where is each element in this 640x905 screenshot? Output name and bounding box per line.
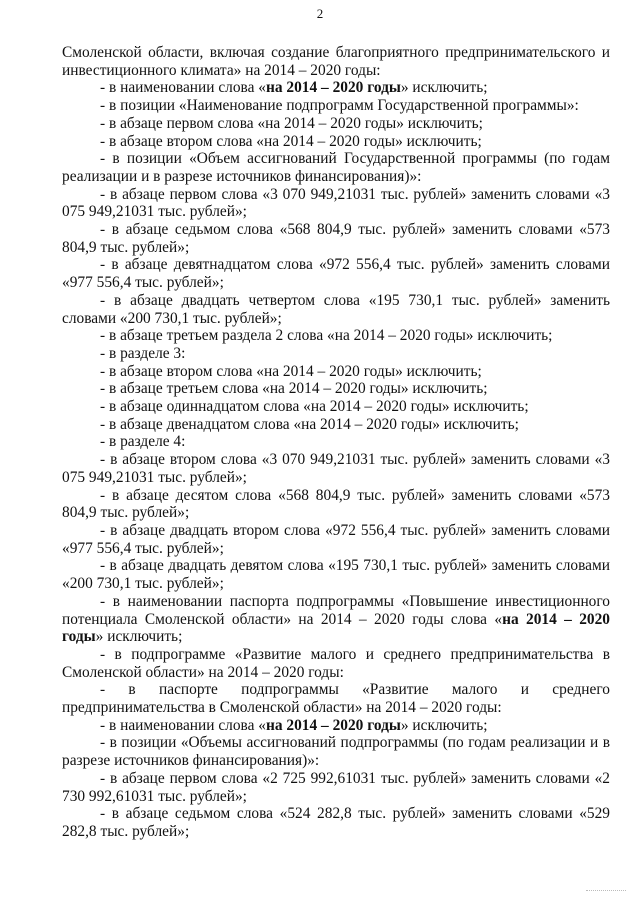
paragraph xyxy=(62,150,610,185)
paragraph xyxy=(62,44,610,79)
text-run: - в абзаце втором слова «на 2014 – 2020 годы» исключить; xyxy=(100,132,482,150)
paragraph xyxy=(62,115,610,133)
bold-text: на 2014 – 2020 годы xyxy=(266,716,401,734)
paragraph xyxy=(62,522,610,557)
bold-text: на 2014 – 2020 годы xyxy=(266,79,401,97)
text-run: - в абзаце двадцать втором слова «972 556,4 тыс. рублей» заменить словами «977 556,4 тыс. рублей»; xyxy=(62,521,610,557)
text-run: - в наименовании слова « xyxy=(100,716,266,734)
text-run: - в абзаце седьмом слова «524 282,8 тыс. рублей» заменить словами «529 282,8 тыс. рублей»; xyxy=(62,805,610,840)
paragraph xyxy=(62,363,610,381)
paragraph xyxy=(62,734,610,769)
paragraph xyxy=(62,380,610,398)
text-run: - в абзаце первом слова «2 725 992,61031 тыс. рублей» заменить словами «2 730 992,61031 тыс. рублей»; xyxy=(62,769,610,805)
bold-text: на 2014 – 2020 годы xyxy=(62,610,610,646)
paragraph xyxy=(62,416,610,434)
paragraph xyxy=(62,221,610,256)
text-run: Смоленской области, включая создание благоприятного предпринимательского и инвестиционного климата» на 2014 – 2020 годы: xyxy=(62,44,610,79)
paragraph xyxy=(62,398,610,416)
text-run: - в позиции «Объем ассигнований Государственной программы (по годам реализации и в разрезе источников финансирования)»: xyxy=(62,150,610,185)
paragraph xyxy=(62,717,610,735)
text-run: » исключить; xyxy=(95,628,183,646)
paragraph xyxy=(62,593,610,646)
text-run: » исключить; xyxy=(400,716,488,734)
text-run: - в позиции «Наименование подпрограмм Государственной программы»: xyxy=(100,97,579,115)
paragraph xyxy=(62,487,610,522)
text-run: - в абзаце двадцать четвертом слова «195 730,1 тыс. рублей» заменить словами «200 730,1 тыс. рублей»; xyxy=(62,291,610,327)
paragraph xyxy=(62,133,610,151)
text-run: - в абзаце одиннадцатом слова «на 2014 – 2020 годы» исключить; xyxy=(100,398,529,416)
text-run: - в подпрограмме «Развитие малого и среднего предпринимательства в Смоленской области» на 2014 – 2020 годы: xyxy=(62,645,610,681)
text-run: - в абзаце первом слова «3 070 949,21031 тыс. рублей» заменить словами «3 075 949,21031 тыс. рублей»; xyxy=(62,185,610,221)
text-run: - в паспорте подпрограммы «Развитие малого и среднего предпринимательства в Смоленской области» на 2014 – 2020 годы: xyxy=(62,681,610,717)
paragraph xyxy=(62,451,610,486)
text-run: - в разделе 3: xyxy=(100,344,186,362)
text-run: - в абзаце втором слова «на 2014 – 2020 годы» исключить; xyxy=(100,362,482,380)
text-run: - в абзаце третьем слова «на 2014 – 2020 годы» исключить; xyxy=(100,380,488,398)
text-run: - в наименовании паспорта подпрограммы «Повышение инвестиционного потенциала Смоленской области» на 2014 – 2020 годы слова « xyxy=(62,592,610,628)
text-run: - в абзаце третьем раздела 2 слова «на 2014 – 2020 годы» исключить; xyxy=(100,327,553,345)
paragraph xyxy=(62,256,610,291)
paragraph xyxy=(62,557,610,592)
text-run: - в позиции «Объемы ассигнований подпрограммы (по годам реализации и в разрезе источников финансирования)»: xyxy=(62,734,610,770)
text-run: - в разделе 4: xyxy=(100,433,186,451)
paragraph xyxy=(62,97,610,115)
text-run: - в абзаце десятом слова «568 804,9 тыс. рублей» заменить словами «573 804,9 тыс. рублей»; xyxy=(62,486,610,522)
scan-artifact xyxy=(586,890,626,891)
paragraph xyxy=(62,433,610,451)
paragraph xyxy=(62,186,610,221)
page-number: 2 xyxy=(316,6,324,21)
paragraph xyxy=(62,805,610,840)
paragraph xyxy=(62,292,610,327)
text-run: » исключить; xyxy=(400,79,488,97)
text-run: - в абзаце втором слова «3 070 949,21031 тыс. рублей» заменить словами «3 075 949,21031 тыс. рублей»; xyxy=(62,451,610,486)
paragraph xyxy=(62,345,610,363)
paragraph xyxy=(62,770,610,805)
text-run: - в абзаце двадцать девятом слова «195 730,1 тыс. рублей» заменить словами «200 730,1 тыс. рублей»; xyxy=(62,557,610,593)
document-body xyxy=(62,44,610,841)
paragraph xyxy=(62,681,610,716)
text-run: - в абзаце девятнадцатом слова «972 556,4 тыс. рублей» заменить словами «977 556,4 тыс. рублей»; xyxy=(62,256,610,292)
text-run: - в абзаце седьмом слова «568 804,9 тыс. рублей» заменить словами «573 804,9 тыс. рублей»; xyxy=(62,221,610,256)
text-run: - в абзаце двенадцатом слова «на 2014 – 2020 годы» исключить; xyxy=(100,415,519,433)
text-run: - в абзаце первом слова «на 2014 – 2020 годы» исключить; xyxy=(100,114,483,132)
paragraph xyxy=(62,79,610,97)
paragraph xyxy=(62,327,610,345)
text-run: - в наименовании слова « xyxy=(100,79,266,97)
paragraph xyxy=(62,646,610,681)
